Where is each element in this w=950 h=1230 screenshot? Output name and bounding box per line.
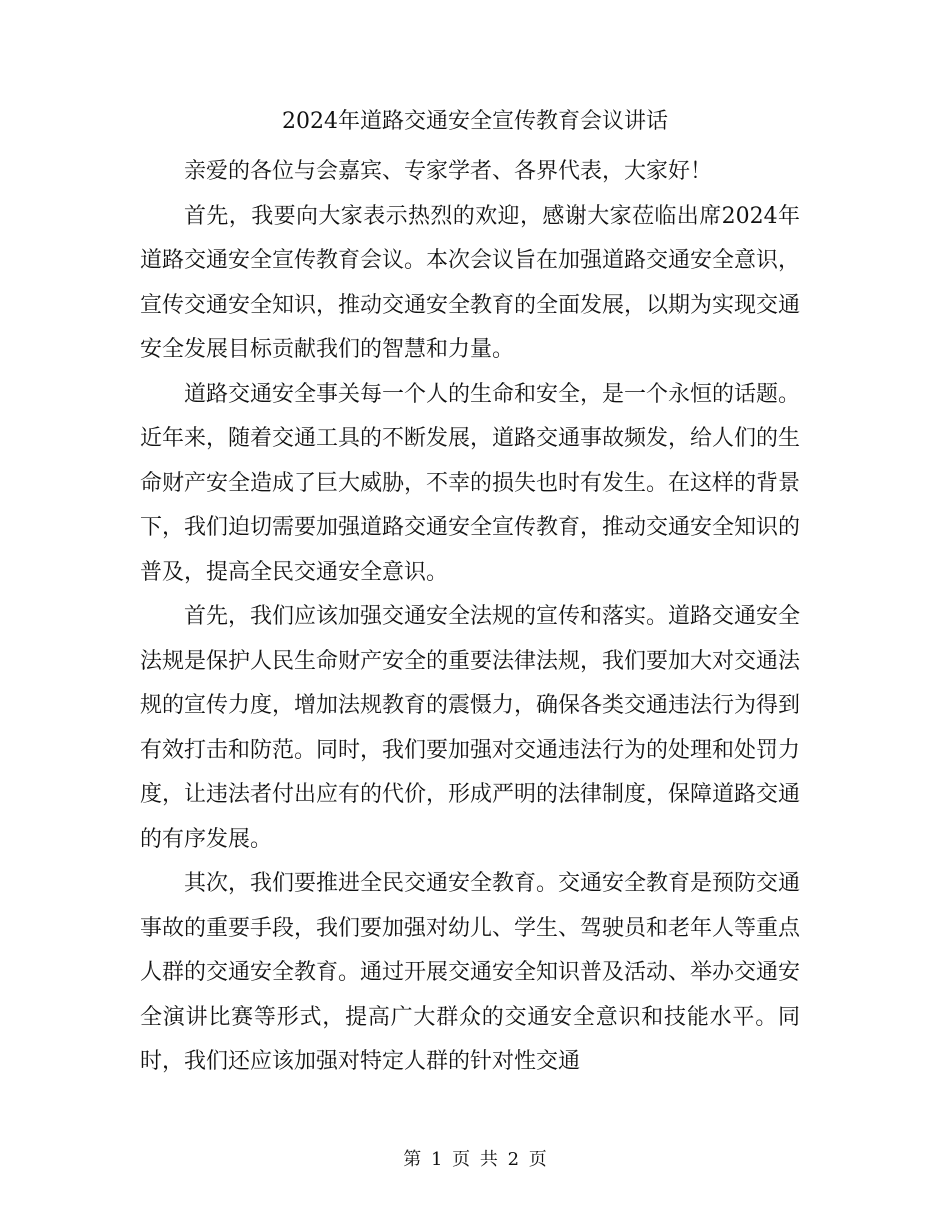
document-body	[140, 150, 800, 1085]
paragraph-education: 其次，我们要推进全民交通安全教育。交通安全教育是预防交通事故的重要手段，我们要加强对幼儿、学生、驾驶员和老年人等重点人群的交通安全教育。通过开展交通安全知识普及活动、举办交通安全演讲比赛等形式，提高广大群众的交通安全意识和技能水平。同时，我们还应该加强对特定人群的针对性交通	[140, 871, 801, 1074]
paragraph-greeting: 亲爱的各位与会嘉宾、专家学者、各界代表，大家好！	[184, 159, 713, 184]
document-title: 2024年道路交通安全宣传教育会议讲话	[282, 109, 668, 134]
paragraph-welcome: 首先，我要向大家表示热烈的欢迎，感谢大家莅临出席2024年道路交通安全宣传教育会议。本次会议旨在加强道路交通安全意识，宣传交通安全知识，推动交通安全教育的全面发展，以期为实现交通安全发展目标贡献我们的智慧和力量。	[140, 203, 801, 362]
paragraph-regulations: 首先，我们应该加强交通安全法规的宣传和落实。道路交通安全法规是保护人民生命财产安全的重要法律法规，我们要加大对交通法规的宣传力度，增加法规教育的震慑力，确保各类交通违法行为得到有效打击和防范。同时，我们要加强对交通违法行为的处理和处罚力度，让违法者付出应有的代价，形成严明的法律制度，保障道路交通的有序发展。	[140, 604, 801, 852]
page-number-footer: 第 1 页 共 2 页	[403, 1149, 547, 1170]
paragraph-background: 道路交通安全事关每一个人的生命和安全，是一个永恒的话题。近年来，随着交通工具的不断发展，道路交通事故频发，给人们的生命财产安全造成了巨大威胁，不幸的损失也时有发生。在这样的背景下，我们迫切需要加强道路交通安全宣传教育，推动交通安全知识的普及，提高全民交通安全意识。	[140, 381, 801, 585]
